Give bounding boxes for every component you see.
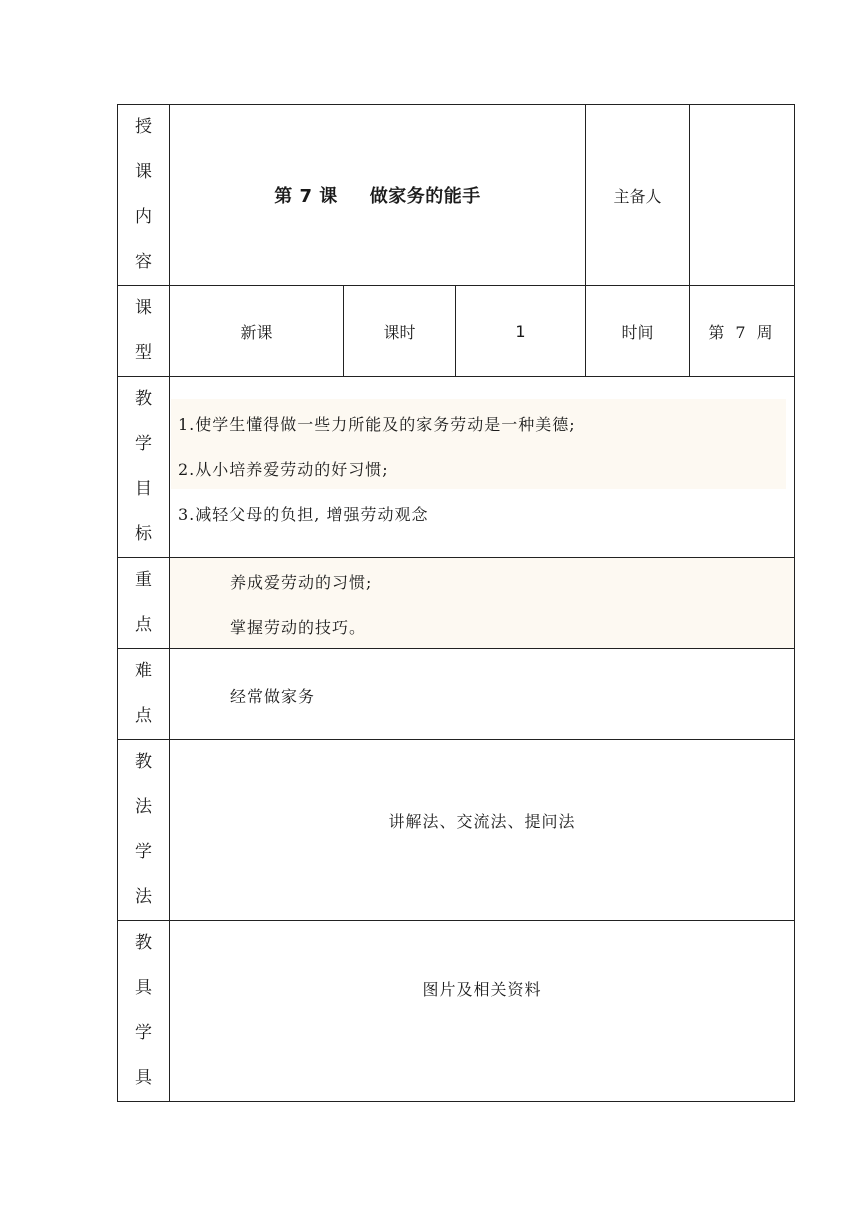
- key-points-label: [118, 558, 170, 649]
- difficulty-line: 经常做家务: [230, 687, 316, 706]
- type-label: [118, 286, 170, 377]
- lesson-title: 做家务的能手: [369, 186, 481, 207]
- label-char: 课: [135, 162, 152, 182]
- preparer-value: [690, 105, 795, 286]
- goal-item: 3.减轻父母的负担, 增强劳动观念: [178, 505, 429, 524]
- time-label: 时间: [586, 286, 690, 377]
- tools-cell: 图片及相关资料: [170, 921, 795, 1102]
- lesson-plan-table: [117, 104, 795, 1102]
- difficulty-label: [118, 649, 170, 740]
- key-points-row: [118, 558, 795, 649]
- label-char: 学: [135, 434, 152, 454]
- type-value: 新课: [170, 286, 344, 377]
- tools-row: [118, 921, 795, 1102]
- label-char: 重: [135, 570, 152, 590]
- type-row: [118, 286, 795, 377]
- key-points-cell: [170, 558, 795, 649]
- lesson-title-cell: [170, 105, 586, 286]
- label-char: 法: [135, 797, 152, 817]
- label-char: 难: [135, 661, 152, 681]
- label-char: 目: [135, 479, 152, 499]
- preparer-label: 主备人: [586, 105, 690, 286]
- goals-cell: [170, 377, 795, 558]
- period-label: 课时: [344, 286, 456, 377]
- label-char: 具: [135, 978, 152, 998]
- goals-label: [118, 377, 170, 558]
- label-char: 教: [135, 389, 152, 409]
- lesson-number: 第 7 课: [274, 186, 338, 207]
- label-char: 容: [135, 252, 152, 272]
- key-point-line: 养成爱劳动的习惯;: [230, 573, 373, 592]
- label-char: 具: [135, 1068, 152, 1088]
- label-char: 教: [135, 933, 152, 953]
- difficulty-row: [118, 649, 795, 740]
- content-row: [118, 105, 795, 286]
- label-char: 标: [135, 524, 152, 544]
- methods-cell: 讲解法、交流法、提问法: [170, 740, 795, 921]
- difficulty-cell: [170, 649, 795, 740]
- content-label: [118, 105, 170, 286]
- methods-row: [118, 740, 795, 921]
- label-char: 课: [135, 298, 152, 318]
- label-char: 学: [135, 1023, 152, 1043]
- goals-row: [118, 377, 795, 558]
- label-char: 法: [135, 887, 152, 907]
- goal-item: 2.从小培养爱劳动的好习惯;: [178, 460, 389, 479]
- label-char: 点: [135, 615, 152, 635]
- label-char: 型: [135, 343, 152, 363]
- label-char: 内: [135, 207, 152, 227]
- label-char: 点: [135, 706, 152, 726]
- label-char: 学: [135, 842, 152, 862]
- methods-label: [118, 740, 170, 921]
- tools-label: [118, 921, 170, 1102]
- time-value: 第 7 周: [690, 286, 795, 377]
- label-char: 授: [135, 117, 152, 137]
- label-char: 教: [135, 752, 152, 772]
- key-point-line: 掌握劳动的技巧。: [230, 618, 367, 637]
- period-value: 1: [456, 286, 586, 377]
- goal-item: 1.使学生懂得做一些力所能及的家务劳动是一种美德;: [178, 415, 576, 434]
